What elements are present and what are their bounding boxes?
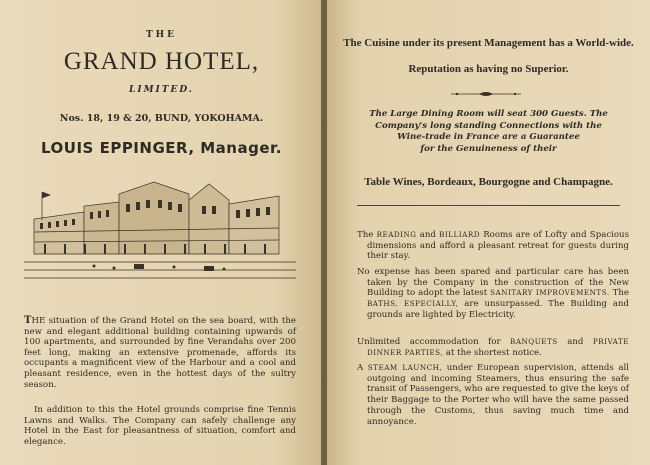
situation-text: HE situation of the Grand Hotel on the sea board, with the new and elegant additional building containing upwards of 100 apartments, and surrounded by fine Verandahs over 200 feet long, making an extensive promenade, affords its occupants a magnificent view of the Harbour and a cool and pleasant residence, even in the hottest days of the sultry season. <box>24 316 296 390</box>
title-the: THE <box>145 30 178 40</box>
dining-line: for the Genuineness of their <box>420 143 557 154</box>
text-run: and <box>416 230 440 240</box>
text-run: SANITARY IMPROVEMENTS. <box>490 288 610 298</box>
dining-line: Company's long standing Connections with the <box>375 120 602 131</box>
reputation-heading: Reputation as having no Superior. <box>408 63 569 75</box>
text-run: Unlimited accommodation for <box>357 337 511 347</box>
ornamental-rule-icon <box>451 91 521 97</box>
text-run: at the shortest notice. <box>443 347 542 358</box>
cuisine-heading: The Cuisine under its present Management has a World-wide. <box>343 37 634 49</box>
banquets-paragraph <box>357 337 629 358</box>
grounds-paragraph: In addition to this the Hotel grounds comprise fine Tennis Lawns and Walks. The Company can safely challenge any Hotel in the East for pleasantness of situation, comfort and elegance. <box>24 405 296 447</box>
left-page <box>0 0 323 465</box>
wines-heading: Table Wines, Bordeaux, Bourgogne and Champagne. <box>364 176 613 188</box>
text-run: BATHS, ESPECIALLY, <box>367 299 459 309</box>
hotel-address: Nos. 18, 19 & 20, BUND, YOKOHAMA. <box>59 113 264 124</box>
sanitary-paragraph <box>357 267 629 321</box>
drop-cap: T <box>24 315 32 326</box>
text-run: under European supervision, attends all outgoing and incoming Steamers, thus ensuring the safe transit of Passengers, who are requested to give the keys of their Baggage to the Porter who will have the same passed through the Customs, thus saving much time and annoyance. <box>367 363 629 427</box>
dining-line: The Large Dining Room will seat 300 Guests. The <box>369 109 608 119</box>
dining-line: Wine-trade in France are a Guarantee <box>397 132 580 142</box>
text-run: are unsurpassed. The Building and grounds are lighted by Electricity. <box>367 299 629 320</box>
text-run: The <box>609 288 629 299</box>
situation-paragraph <box>24 316 296 390</box>
text-run: READING <box>376 230 417 239</box>
text-run: No expense has been spared and particular care has been taken by the Company in the construction of the New Building to adopt the latest <box>357 267 629 299</box>
text-run: A <box>357 363 368 373</box>
steam-launch-paragraph <box>357 363 629 427</box>
text-run: Rooms are of Lofty and Spacious dimensions and afford a pleasant retreat for guests during their stay. <box>367 230 629 262</box>
text-run: and <box>557 337 593 347</box>
limited-label: LIMITED. <box>129 85 194 95</box>
divider <box>357 205 620 206</box>
text-run: BILLIARD <box>439 230 480 239</box>
right-page <box>327 0 650 465</box>
reading-rooms-paragraph <box>357 230 629 262</box>
text-run: PRIVATE DINNER PARTIES, <box>367 337 629 357</box>
hotel-building-engraving-icon <box>24 174 296 294</box>
hotel-name: GRAND HOTEL, <box>63 48 260 75</box>
text-run: BANQUETS <box>510 337 558 346</box>
dining-room-block <box>327 109 650 155</box>
text-run: The <box>357 230 377 240</box>
manager-name: LOUIS EPPINGER, Manager. <box>41 139 282 157</box>
text-run: STEAM LAUNCH, <box>367 363 443 372</box>
